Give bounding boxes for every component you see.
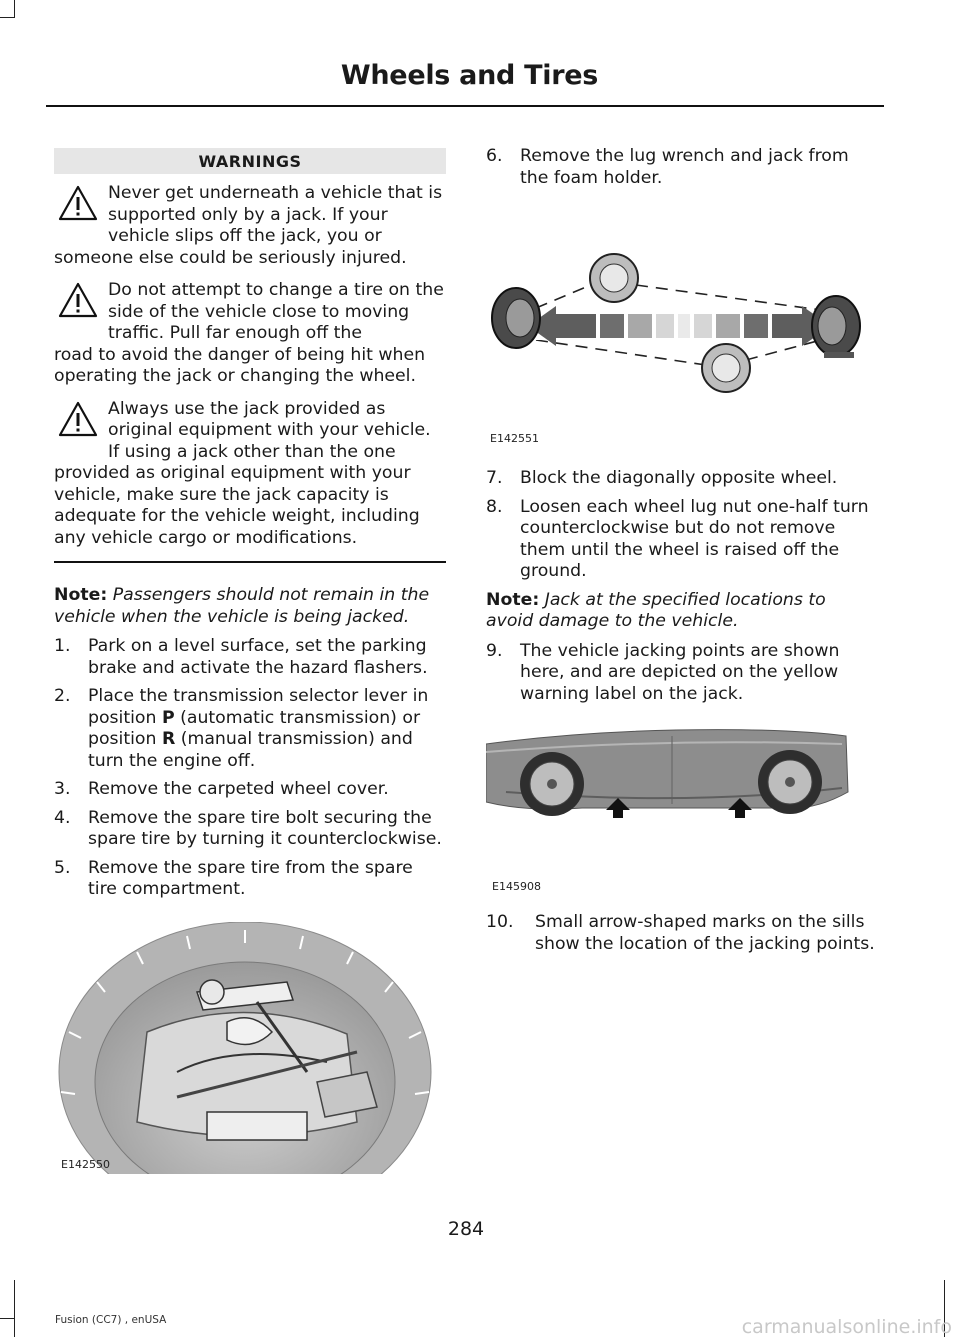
spare-tire-compartment-figure — [57, 922, 432, 1174]
list-item — [54, 808, 446, 851]
list-item — [486, 912, 878, 955]
warning-triangle-icon — [58, 282, 98, 318]
step-number: 7. — [486, 468, 503, 488]
warning-text-rest: someone else could be seriously injured. — [54, 247, 407, 268]
crop-mark-bottom-left-v — [14, 1280, 15, 1337]
tire-bottom — [702, 344, 750, 392]
list-item — [486, 641, 878, 706]
steps-list — [486, 146, 878, 189]
header-divider — [46, 105, 884, 107]
spare-tire-illustration — [57, 922, 432, 1174]
crop-mark-top-left-h — [0, 17, 15, 18]
warning-item — [54, 183, 446, 269]
step-number: 3. — [54, 779, 71, 799]
step-text: Place the transmission selector lever in position — [88, 686, 429, 728]
warning-text-rest: provided as original equipment with your vehicle, make sure the jack capacity is adequate for the vehicle weight, including any vehicle cargo or modifications. — [54, 463, 420, 548]
warnings-divider — [54, 561, 446, 563]
footer-text: Fusion (CC7) , enUSA — [55, 1314, 167, 1326]
left-column — [54, 148, 446, 908]
warning-item — [54, 399, 446, 550]
list-item — [54, 858, 446, 901]
note-text: Jack at the specified locations to avoid damage to the vehicle. — [486, 589, 826, 631]
note-label: Note: — [486, 589, 540, 610]
step-number: 4. — [54, 807, 71, 828]
steps-list — [486, 468, 878, 583]
steps-list — [54, 636, 446, 901]
watermark: carmanualsonline.info — [741, 1316, 952, 1338]
warning-triangle-icon — [58, 185, 98, 221]
step-text: The vehicle jacking points are shown here, and are depicted on the yellow warning label on the jack. — [520, 640, 840, 704]
list-item — [486, 468, 878, 490]
tire-top — [590, 254, 638, 302]
figure-code: E145908 — [492, 880, 541, 893]
step-text: Block the diagonally opposite wheel. — [520, 468, 838, 488]
warning-text-rest: road to avoid the danger of being hit when operating the jack or changing the wheel. — [54, 344, 426, 386]
wrench-jack-figure — [486, 240, 878, 456]
warning-text-lead: Do not attempt to change a tire on the side of the vehicle close to moving traffic. Pull far enough off the — [108, 280, 444, 343]
list-item — [54, 636, 446, 679]
rear-wheel — [758, 750, 822, 814]
step-text: Remove the carpeted wheel cover. — [88, 779, 389, 799]
gear-p: P — [161, 707, 175, 728]
page-number: 284 — [447, 1218, 485, 1240]
warning-item — [54, 280, 446, 388]
note — [486, 590, 878, 633]
step-text: Remove the spare tire bolt securing the spare tire by turning it counterclockwise. — [88, 807, 442, 849]
warnings-heading: WARNINGS — [54, 148, 446, 174]
steps-list — [486, 912, 878, 955]
warning-triangle-icon — [58, 401, 98, 437]
list-item — [486, 146, 878, 189]
warning-text-lead: Always use the jack provided as original equipment with your vehicle. If using a jack other than the one — [108, 398, 431, 462]
warning-text-lead: Never get underneath a vehicle that is supported only by a jack. If your vehicle slips off the jack, you or — [108, 183, 443, 246]
figure-code: E142550 — [61, 1158, 110, 1171]
step-number: 2. — [54, 686, 71, 706]
step-text: (automatic transmission) or position — [88, 707, 421, 749]
tire-left — [492, 288, 540, 348]
note-text: Passengers should not remain in the vehicle when the vehicle is being jacked. — [54, 585, 430, 627]
step-number: 5. — [54, 857, 71, 878]
jacking-points-figure — [486, 722, 878, 897]
page-title: Wheels and Tires — [340, 60, 598, 91]
step-text: Remove the lug wrench and jack from the foam holder. — [520, 146, 849, 188]
crop-mark-top-left-v — [14, 0, 15, 18]
step-number: 8. — [486, 496, 503, 517]
step-text: Remove the spare tire from the spare tire compartment. — [88, 857, 413, 899]
step-number: 9. — [486, 640, 503, 661]
step-text: Park on a level surface, set the parking brake and activate the hazard flashers. — [88, 636, 428, 678]
step-text: (manual transmission) and turn the engine off. — [88, 729, 413, 771]
right-column — [486, 146, 878, 196]
list-item — [54, 779, 446, 801]
note-label: Note: — [54, 585, 108, 605]
step-text: Loosen each wheel lug nut one-half turn counterclockwise but do not remove them until the wheel is raised off the ground. — [520, 496, 869, 581]
right-column-bottom — [486, 912, 878, 962]
gear-r: R — [161, 729, 176, 749]
step-number: 1. — [54, 636, 71, 656]
step-number: 10. — [486, 912, 514, 932]
steps-list — [486, 641, 878, 706]
step-text: Small arrow-shaped marks on the sills show the location of the jacking points. — [535, 912, 875, 954]
list-item — [486, 497, 878, 583]
figure-code: E142551 — [490, 432, 539, 445]
crop-mark-bottom-left-h — [0, 1318, 15, 1319]
right-column-lower — [486, 468, 878, 712]
tire-right — [812, 296, 860, 358]
note — [54, 585, 446, 628]
list-item — [54, 686, 446, 772]
step-number: 6. — [486, 146, 503, 166]
front-wheel — [520, 752, 584, 816]
vehicle-side-illustration — [486, 722, 878, 872]
tire-arrow-illustration — [486, 240, 878, 420]
